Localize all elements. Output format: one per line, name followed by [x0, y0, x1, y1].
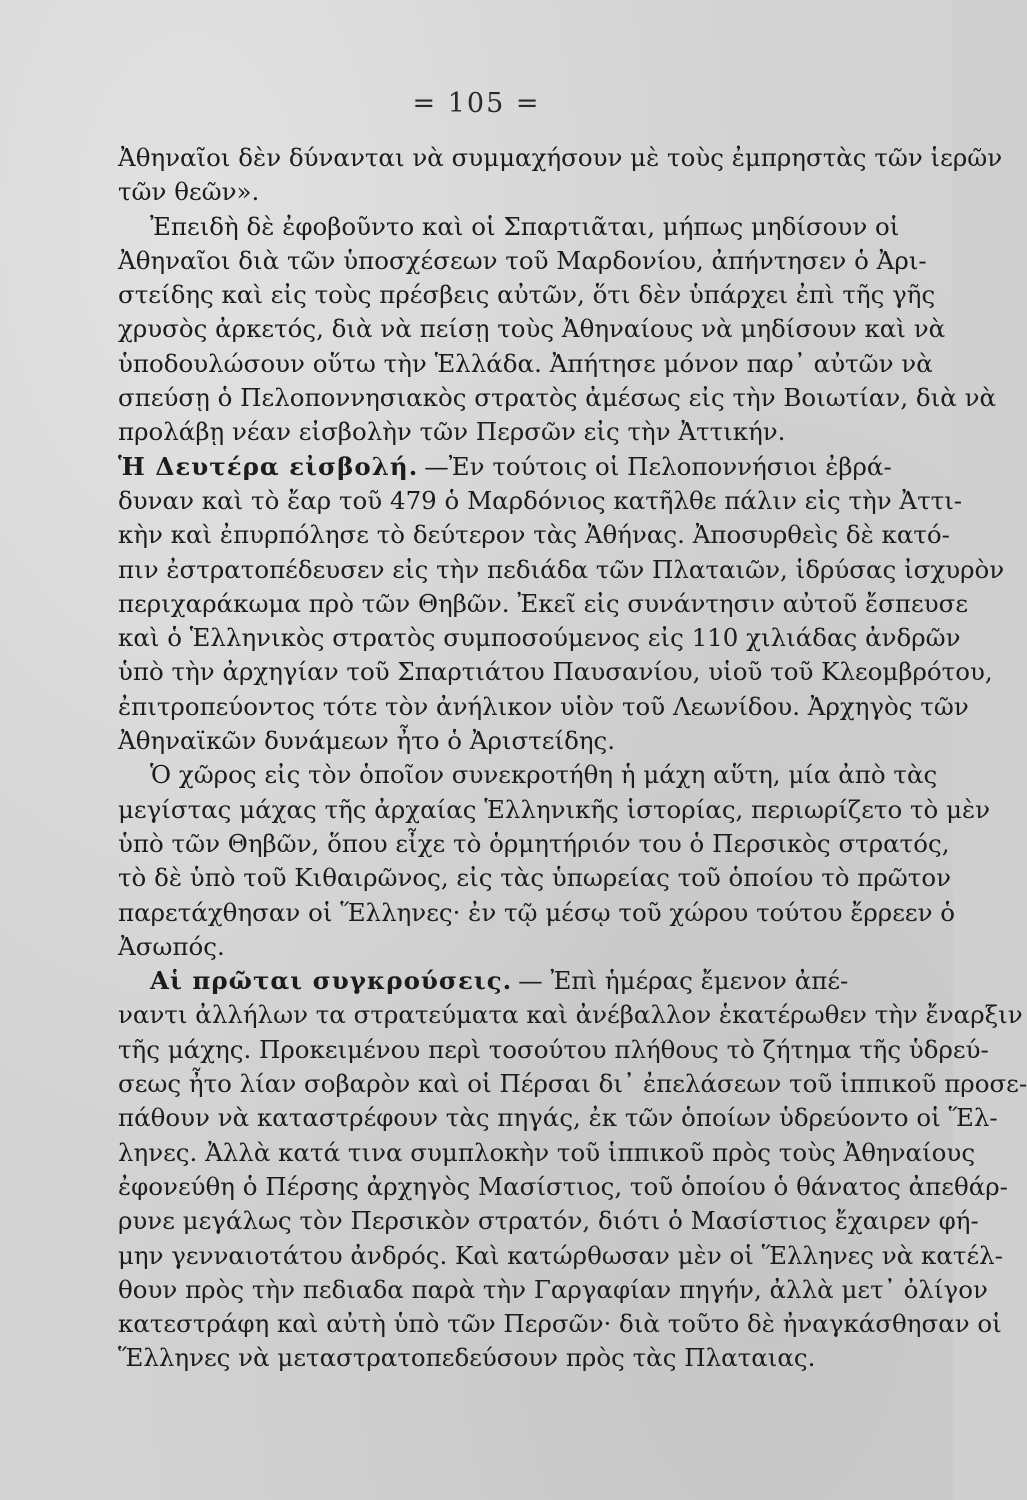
text-line: καὶ ὁ Ἑλληνικὸς στρατὸς συμποσούμενος εἰς 110 χιλιάδας ἀνδρῶν [118, 623, 961, 653]
text-line: ἐφονεύθη ὁ Πέρσης ἀρχηγὸς Μασίστιος, τοῦ ὁποίου ὁ θάνατος ἀπεθάρ- [118, 1171, 1008, 1201]
text-line: Ὁ χῶρος εἰς τὸν ὁποῖον συνεκροτήθη ἡ μάχη αὕτη, μία ἀπὸ τὰς [150, 760, 938, 790]
text-line: Ἀθηναῖοι διὰ τῶν ὑποσχέσεων τοῦ Μαρδονίου, ἀπήντησεν ὁ Ἀρι- [118, 245, 927, 275]
section-heading: Ἡ Δευτέρα εἰσβολή. [118, 451, 419, 481]
paragraph [118, 450, 1005, 759]
text-line: πιν ἐστρατοπέδευσεν εἰς τὴν πεδιάδα τῶν Πλαταιῶν, ἱδρύσας ἰσχυρὸν [118, 554, 1005, 584]
text-line: Ἐπειδὴ δὲ ἐφοβοῦντο καὶ οἱ Σπαρτιᾶται, μήπως μηδίσουν οἱ [150, 211, 900, 241]
text-line: τὸ δὲ ὑπὸ τοῦ Κιθαιρῶνος, εἰς τὰς ὑπωρείας τοῦ ὁποίου τὸ πρῶτον [118, 863, 951, 893]
paragraph [118, 141, 1003, 210]
text-line: ὑπὸ τὴν ἀρχηγίαν τοῦ Σπαρτιάτου Παυσανίου, υἱοῦ τοῦ Κλεομβρότου, [118, 657, 993, 687]
text-line: κατεστράφη καὶ αὐτὴ ὑπὸ τῶν Περσῶν· διὰ τοῦτο δὲ ἠναγκάσθησαν οἱ [118, 1309, 1002, 1339]
text-line: ναντι ἀλλήλων τα στρατεύματα καὶ ἀνέβαλλον ἑκατέρωθεν τὴν ἔναρξιν [118, 1000, 1023, 1030]
heading-line-text: —Ἐν τούτοις οἱ Πελοποννήσιοι ἐβρά- [424, 451, 892, 481]
paragraph [118, 964, 1027, 1376]
text-line: τῆς μάχης. Προκειμένου περὶ τοσούτου πλήθους τὸ ζήτημα τῆς ὑδρεύ- [118, 1034, 989, 1064]
text-line: τῶν θεῶν». [118, 177, 260, 207]
heading-line-text: — Ἐπὶ ἡμέρας ἔμενον ἀπέ- [518, 966, 849, 996]
text-line: ὑποδουλώσουν οὕτω τὴν Ἑλλάδα. Ἀπήτησε μόνον παρ᾽ αὐτῶν νὰ [118, 348, 933, 378]
text-line: παρετάχθησαν οἱ Ἕλληνες· ἐν τῷ μέσῳ τοῦ χώρου τούτου ἔρρεεν ὁ [118, 897, 956, 927]
text-line: ρυνε μεγάλως τὸν Περσικὸν στρατόν, διότι ὁ Μασίστιος ἔχαιρεν φή- [118, 1206, 979, 1236]
text-line: προλάβῃ νέαν εἰσβολὴν τῶν Περσῶν εἰς τὴν Ἀττικήν. [118, 417, 786, 447]
text-line: Ἀθηναϊκῶν δυνάμεων ἦτο ὁ Ἀριστείδης. [118, 726, 616, 756]
text-line: δυναν καὶ τὸ ἔαρ τοῦ 479 ὁ Μαρδόνιος κατῆλθε πάλιν εἰς τὴν Ἀττι- [118, 485, 963, 515]
text-line: πάθουν νὰ καταστρέφουν τὰς πηγάς, ἐκ τῶν ὁποίων ὑδρεύοντο οἱ Ἕλ- [118, 1103, 998, 1133]
text-line: σεως ἦτο λίαν σοβαρὸν καὶ οἱ Πέρσαι δι᾽ ἐπελάσεων τοῦ ἱππικοῦ προσε- [118, 1069, 1027, 1099]
text-line: Ἀσωπός. [118, 931, 225, 961]
section-heading: Αἱ πρῶται συγκρούσεις. [150, 966, 513, 996]
text-line: ληνες. Ἀλλὰ κατά τινα συμπλοκὴν τοῦ ἱππικοῦ πρὸς τοὺς Ἀθηναίους [118, 1137, 976, 1167]
text-line: θουν πρὸς τὴν πεδιαδα παρὰ τὴν Γαργαφίαν πηγήν, ἀλλὰ μετ᾽ ὀλίγον [118, 1274, 988, 1304]
paragraph [118, 210, 997, 450]
text-line: μην γενναιοτάτου ἀνδρός. Καὶ κατώρθωσαν μὲν οἱ Ἕλληνες νὰ κατέλ- [118, 1240, 1003, 1270]
text-line [118, 450, 892, 484]
text-line: σπεύσῃ ὁ Πελοποννησιακὸς στρατὸς ἀμέσως εἰς τὴν Βοιωτίαν, διὰ νὰ [118, 383, 997, 413]
text-line: χρυσὸς ἀρκετός, διὰ νὰ πείσῃ τοὺς Ἀθηναίους νὰ μηδίσουν καὶ νὰ [118, 314, 946, 344]
text-line: κὴν καὶ ἐπυρπόλησε τὸ δεύτερον τὰς Ἀθήνας. Ἀποσυρθεὶς δὲ κατό- [118, 520, 950, 550]
paragraph [118, 758, 991, 964]
text-line: Ἀθηναῖοι δὲν δύνανται νὰ συμμαχήσουν μὲ τοὺς ἐμπρηστὰς τῶν ἱερῶν [118, 143, 1003, 172]
page-number: = 105 = [412, 88, 541, 119]
text-line: ὑπὸ τῶν Θηβῶν, ὅπου εἶχε τὸ ὁρμητήριόν του ὁ Περσικὸς στρατός, [118, 828, 950, 858]
text-line: Ἕλληνες νὰ μεταστρατοπεδεύσουν πρὸς τὰς Πλαταιας. [118, 1343, 816, 1373]
text-line: ἐπιτροπεύοντος τότε τὸν ἀνήλικον υἱὸν τοῦ Λεωνίδου. Ἀρχηγὸς τῶν [118, 691, 969, 721]
text-line: στείδης καὶ εἰς τοὺς πρέσβεις αὐτῶν, ὅτι δὲν ὑπάρχει ἐπὶ τῆς γῆς [118, 280, 936, 310]
text-line: μεγίστας μάχας τῆς ἀρχαίας Ἑλληνικῆς ἱστορίας, περιωρίζετο τὸ μὲν [118, 794, 991, 824]
text-line [118, 964, 849, 998]
text-line: περιχαράκωμα πρὸ τῶν Θηβῶν. Ἐκεῖ εἰς συνάντησιν αὐτοῦ ἔσπευσε [118, 588, 969, 618]
